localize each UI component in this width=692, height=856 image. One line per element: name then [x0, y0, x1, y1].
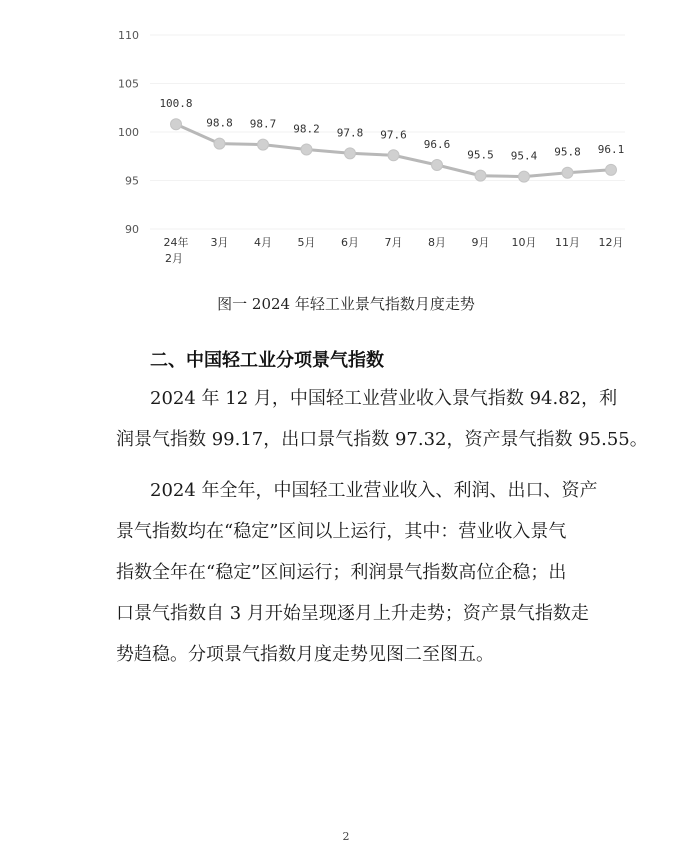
paragraph-2-line: 景气指数均在“稳定”区间以上运行，其中：营业收入景气: [116, 521, 567, 542]
x-tick-label: 9月: [471, 236, 490, 249]
data-point: [171, 119, 182, 130]
line-chart: [0, 0, 692, 285]
paragraph-2-line: 势趋稳。分项景气指数月度走势见图二至图五。: [116, 644, 494, 665]
data-point: [562, 167, 573, 178]
data-point: [258, 139, 269, 150]
data-label: 96.1: [597, 142, 625, 156]
data-label: 98.7: [249, 117, 277, 131]
y-tick-label: 90: [125, 223, 139, 236]
x-tick-label: 12月: [598, 236, 624, 249]
data-point: [388, 150, 399, 161]
paragraph-2-line: 2024 年全年，中国轻工业营业收入、利润、出口、资产: [150, 480, 598, 501]
page-number: 2: [342, 830, 350, 843]
x-tick-label: 3月: [210, 236, 229, 249]
data-label: 98.2: [293, 122, 320, 136]
data-label: 97.6: [380, 128, 407, 142]
data-point: [606, 164, 617, 175]
y-tick-label: 100: [118, 126, 139, 139]
data-label: 100.8: [159, 97, 193, 111]
data-label: 95.8: [554, 145, 581, 159]
x-axis-ticks: [164, 235, 624, 265]
x-tick-label: 4月: [254, 236, 272, 249]
data-label: 97.8: [336, 126, 364, 140]
x-tick-label: 10月: [511, 236, 537, 249]
y-tick-label: 110: [118, 29, 139, 42]
x-tick-label: 5月: [297, 236, 316, 249]
x-tick-label: 24年 2月: [163, 236, 189, 265]
data-label: 95.4: [510, 149, 538, 163]
data-label: 96.6: [423, 137, 451, 151]
data-point: [519, 171, 530, 182]
data-point: [475, 170, 486, 181]
y-tick-label: 105: [118, 77, 139, 91]
section-heading: 二、中国轻工业分项景气指数: [150, 350, 384, 371]
data-point: [432, 159, 443, 170]
x-tick-label: 6月: [341, 236, 359, 249]
data-point: [345, 148, 356, 159]
data-point: [214, 138, 225, 149]
paragraph-1-line: 润景气指数 99.17，出口景气指数 97.32，资产景气指数 95.55。: [116, 429, 648, 450]
figure-caption: 图一 2024 年轻工业景气指数月度走势: [217, 295, 475, 313]
x-tick-label: 11月: [555, 236, 580, 249]
paragraph-2-line: 指数全年在“稳定”区间运行；利润景气指数高位企稳；出: [116, 562, 567, 583]
paragraph-2-line: 口景气指数自 3 月开始呈现逐月上升走势；资产景气指数走: [116, 603, 589, 624]
x-tick-label: 8月: [428, 236, 446, 249]
y-axis-ticks: [118, 29, 139, 236]
data-label: 95.5: [467, 148, 494, 162]
x-tick-label: 7月: [384, 236, 403, 249]
y-tick-label: 95: [125, 174, 139, 188]
paragraph-1-line: 2024 年 12 月，中国轻工业营业收入景气指数 94.82，利: [150, 388, 618, 409]
data-point: [301, 144, 312, 155]
data-label: 98.8: [206, 116, 233, 130]
